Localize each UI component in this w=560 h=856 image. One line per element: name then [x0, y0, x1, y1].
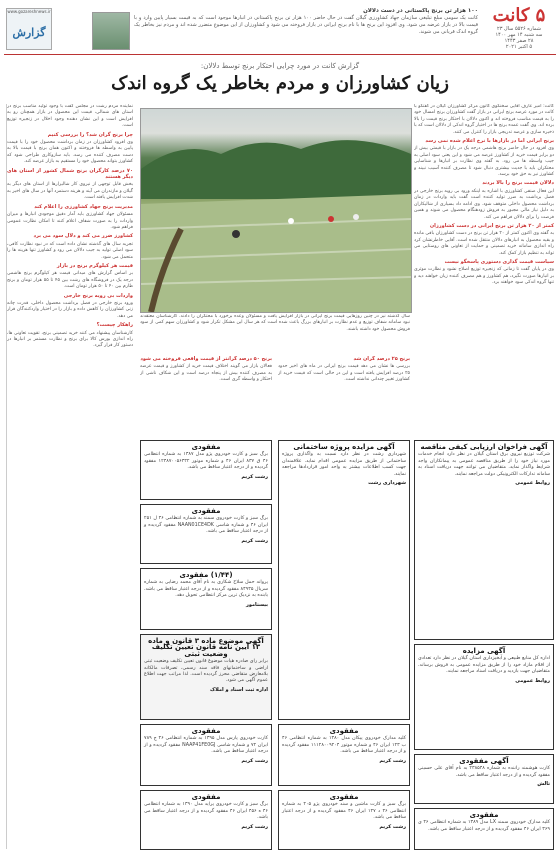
ad-body: کلیه مدارک خودروی سمند LX مدل ۱۳۸۹ به شماره انتظامی ۴۶ ی ۳۶۹ ایران ۴۶ مفقود گردیده و از درجه اعتبار ساقط می باشد. — [418, 820, 551, 832]
ad-body: کلیه مدارک خودروی پیکان مدل ۱۳۸۰ به شماره انتظامی ۴۶ ب ۱۲۳ ایران ۴۶ و شماره موتور ۱۱۱۲۸۰۰۹۲۰۴ مفقود گردیده و از درجه اعتبار ساقط می باشد. — [282, 736, 406, 755]
ad-title: مفقودی — [329, 793, 359, 801]
ad-lost-notice — [140, 440, 272, 500]
issue-meta-2: سه شنبه ۱۴ مهر ۱۴۰۰ — [495, 32, 543, 38]
ad-body: شهرداری رشت در نظر دارد نسبت به واگذاری پروژه ساختمانی از طریق مزایده عمومی اقدام نماید. علاقمندان جهت کسب اطلاعات بیشتر به واحد امور قراردادها مراجعه نمایند. — [282, 452, 406, 477]
lede-thumbnail — [92, 12, 130, 50]
subheading: مدیریت برنج جهاد کشاورزی را اعلام کند — [34, 203, 133, 210]
subheading: دلالان قیمت برنج را بالا بردند — [482, 180, 554, 187]
ad-body: برگ سبز و کارت خودروی سمند به شماره انتظامی ۴۶ ل ۲۵۱ ایران ۴۶ و شماره شاسی NAAN01CE4DK مفقود گردیده و از درجه اعتبار ساقط می باشد. — [144, 516, 268, 535]
lede-title: ۱۰۰ هزار تن برنج پاکستانی در دست دلالان — [363, 8, 478, 14]
logo-word: گزارش — [12, 26, 46, 39]
ad-title: آگهی موضوع ماده ۳ قانون و ماده ۱۳ آیین نامه قانون تعیین تکلیف وضعیت ثبتی — [148, 637, 264, 658]
subheading: چرا برنج گران شد؟ را بررسی کنیم — [47, 131, 133, 138]
ad-title: مفقودی — [191, 727, 221, 735]
ad-lost-weapon-permit — [140, 568, 272, 630]
subheading: برنج ایرانی اما در بازارها با نرخ اعلام شده نمی رسد — [425, 138, 554, 145]
lede-text: کانت یک سومی مبلغ تبلیغی سازمان جهاد کشاورزی گیلان گفت در حال حاضر ۱۰۰ هزار تن برنج پاکستانی در انبارها موجود است که به قیمت بسیار پایین وارد و با قیمت بالا در بازار عرضه می شود. وی افزود این برنج ها با نام برنج ایرانی در بازار فروخته می شود و کشاورزان از این موضوع متضرر شده اند و مردم نیز بخاطر یک گروه اندک قربانی می شوند. — [134, 15, 478, 35]
paragraph: مسئولان جهاد کشاورزی باید آمار دقیق موجودی انبارها و میزان واردات را به صورت شفاف اعلام کنند تا امکان نظارت عمومی فراهم شود. — [7, 212, 133, 230]
ad-title: مفقودی — [329, 727, 359, 735]
ad-title: مفقودی — [191, 443, 221, 451]
ad-footer: رشت کریم — [241, 537, 268, 544]
ad-footer: رشت کریم — [379, 823, 406, 830]
subheading: ۷۰ درصد کارگران برنج شمال کشور از استان های دیگر هستند — [7, 167, 133, 181]
ad-title: آگهی مزایده — [462, 647, 506, 655]
ad-footer: تالش — [537, 781, 550, 788]
issue-meta-4: ۵ اکتبر ۲۰۲۱ — [505, 44, 533, 50]
ad-lost-notice — [140, 724, 272, 786]
paragraph: ورود برنج خارجی در فصل برداشت محصول داخلی، قدرت چانه زنی کشاورزان را کاهش داده و بازار را در اختیار واردکنندگان قرار می دهد. — [7, 300, 133, 319]
paragraph: فعالان بازار می گویند اختلاف قیمت خرید از کشاورز و قیمت عرضه به مصرف کننده بیش از پنجاه درصد است و این شکاف ناشی از احتکار و واسطه گری است. — [140, 364, 272, 383]
logo-url: www.gozareshnews.ir — [7, 9, 51, 14]
ad-body: برگ سبز و کارت ماشین و سند خودروی پژو ۴۰۵ به شماره انتظامی ۴۶ د ۱۴۷ ایران ۴۶ مفقود گردیده و از درجه اعتبار ساقط می باشد. — [282, 802, 406, 821]
paragraph: بخش قابل توجهی از نیروی کار شالیزارها از استان های دیگر به گیلان و مازندران می آیند و هزینه دستمزد آنها در سال های اخیر به شدت افزایش یافته است. — [7, 182, 133, 201]
ad-footer: بیستامور — [245, 601, 268, 608]
ad-lost-notice — [278, 724, 410, 786]
ad-registration-notice — [140, 634, 272, 720]
rice-field-illustration — [141, 109, 411, 312]
paragraph: کانت: امیر عارف آقایی سخنگوی کانون مرکز کشاورزان گیلان در گفتگو با کانت در مورد عرضه برنج ایرانی در بازار گفت کشاورزان برنج امسال خود را به قیمت مناسب فروخته اند و اکنون دلالان با احتکار برنج قیمت را بالا برده اند. وی گفت عمده برنج ها در اختیار گروه اندکی از دلالان است که با ذخیره سازی و عرضه تدریجی بازار را کنترل می کنند. — [414, 104, 554, 135]
ad-auction-project — [278, 440, 410, 720]
subheading: قیمت هر کیلوگرم برنج در بازار — [56, 262, 133, 269]
ad-footer: رشت کریم — [241, 473, 268, 480]
ad-title: مفقودی — [191, 507, 221, 515]
brand-title: ۵ کانت — [492, 5, 546, 26]
paragraph: وی افزود در حال حاضر برنج هاشمی درجه یک در بازار با قیمتی بیش از دو برابر قیمت خرید از کشاورز عرضه می شود و این یعنی سود اصلی به جیب واسطه ها می رود. به گفته وی نظارت بر انبارها و شناسایی محتکران باید با جدیت بیشتری دنبال شود تا مصرف کننده آسیب نبیند و کشاورز نیز به حق خود برسد. — [414, 146, 554, 178]
lede-story — [134, 8, 478, 36]
rice-field-photo — [140, 108, 412, 313]
publication-logo — [6, 8, 52, 50]
paragraph: وی در پایان گفت تا زمانی که زنجیره توزیع اصلاح نشود و نظارت موثری بر انبارها صورت نگیرد، هم کشاورز و هم مصرف کننده زیان خواهند دید و تنها گروه اندکی سود خواهند برد. — [414, 267, 554, 286]
paragraph: بررسی ها نشان می دهد قیمت برنج ایرانی در ماه های اخیر حدود ۲۵ درصد افزایش یافته است و این در حالی است که قیمت خرید از کشاورز تغییر چندانی نداشته است. — [278, 364, 410, 383]
mid-right-block — [278, 356, 410, 436]
ad-auction — [414, 644, 554, 750]
subheading: کمتر از ۲۰ هزار تن برنج ایرانی در دست کشاورزان — [429, 222, 554, 229]
ad-footer: شهرداری رشت — [368, 480, 406, 487]
subheading: سیاست قیمت گذاری دستوری پاسخگو نیست — [444, 258, 554, 265]
ad-footer: روابط عمومی — [515, 480, 550, 487]
paragraph: وی افزود کشاورزان در زمان برداشت محصول خود را با قیمت پایین به واسطه ها فروختند و اکنون همان برنج با قیمت بالا به دست مصرف کننده می رسد. باید سازوکاری طراحی شود که کشاورز بتواند محصول خود را مستقیم به بازار عرضه کند. — [7, 140, 133, 165]
subheading: واردات بی رویه برنج خارجی — [63, 292, 133, 299]
ad-title: آگهی فراخوان ارزیابی کیفی مناقصه — [420, 443, 548, 451]
ad-title: (۱/۴۴) مفقودی — [179, 571, 233, 579]
subheading: برنج ۵۰ درصد گرانتر از قیمت واقعی فروخته می شود — [140, 356, 272, 362]
ad-body: برگ سبز و کارت خودروی پژو مدل ۱۳۸۷ به شماره انتظامی ۴۶ ق ۸۳۷ ایران ۴۶ و شماره موتور ۱۲۴۸۷۰۰۵۶۴۳۲ مفقود گردیده و از درجه اعتبار ساقط می باشد. — [144, 452, 268, 471]
ad-body: اداره کل منابع طبیعی و آبخیزداری استان گیلان در نظر دارد تعدادی از اقلام مازاد خود را از طریق مزایده عمومی به فروش برساند. متقاضیان جهت بازدید و دریافت اسناد مراجعه نمایند. — [417, 656, 550, 675]
ad-lost-notice — [140, 790, 272, 850]
ad-lost-notice — [414, 808, 554, 850]
issue-meta-3: ۲۸ صفر ۱۴۴۳ — [504, 38, 534, 44]
ad-title: آگهی مزایده پروژه ساختمانی — [293, 443, 395, 451]
ad-footer: روابط عمومی — [515, 677, 550, 684]
mid-left-block — [140, 356, 272, 436]
ad-body: کارت خودروی پارس مدل ۱۳۹۵ به شماره انتظامی ۴۶ ج ۷۸۹ ایران ۷۲ و شماره شاسی NAAP41FE0GJ مفقود گردیده و از درجه اعتبار ساقط می باشد. — [144, 736, 268, 755]
ad-lost-notice — [140, 504, 272, 564]
ad-body: برابر رای صادره هیات موضوع قانون تعیین تکلیف وضعیت ثبتی اراضی و ساختمانهای فاقد سند رسمی، تصرفات مالکانه بلامعارض متقاضی محرز گردیده است. لذا مراتب جهت اطلاع عموم آگهی می شود. — [144, 659, 268, 684]
ad-lost-card — [414, 754, 554, 804]
paragraph: تجربه سال های گذشته نشان داده است که در نبود نظارت کافی، سود اصلی تولید به جیب دلالان می رود و کشاورز تنها هزینه ها را متحمل می شود. — [7, 241, 133, 260]
issue-meta-1: شماره ۵۵۲۶ سال ۲۳ — [497, 26, 541, 32]
ad-footer: رشت کریم — [379, 757, 406, 764]
ad-lost-notice — [278, 790, 410, 850]
paragraph: نماینده مردم رشت در مجلس گفت با وجود تولید مناسب برنج در استان های شمالی، قیمت این محصول در بازار همچنان رو به افزایش است و این نشان دهنده وجود اخلال در زنجیره توزیع است. — [7, 104, 133, 129]
ad-title: مفقودی — [469, 811, 499, 819]
subheading: کشاورز ضرر می کند و دلال سود می برد — [33, 233, 133, 240]
ad-footer: رشت کریم — [241, 757, 268, 764]
headline-kicker: گزارش کانت در مورد چرایی احتکار برنج توسط دلالان: — [200, 62, 360, 70]
ad-title: آگهی مفقودی — [459, 757, 509, 765]
left-column — [6, 104, 133, 849]
ad-footer: اداره ثبت اسناد و املاک — [210, 686, 268, 693]
subheading: راهکار چیست؟ — [96, 322, 133, 329]
paragraph: بر اساس گزارش های میدانی قیمت هر کیلوگرم برنج هاشمی درجه یک در فروشگاه های رشت بین ۴۵ تا ۵۵ هزار تومان و برنج طارم بین ۴۰ تا ۵۰ هزار تومان است. — [7, 271, 133, 290]
ad-body: شرکت توزیع نیروی برق استان گیلان در نظر دارد انجام خدمات مورد نیاز خود را از طریق مناقصه عمومی به پیمانکاران واجد شرایط واگذار نماید. متقاضیان می توانند جهت دریافت اسناد به سامانه تدارکات الکترونیکی دولت مراجعه نمایند. — [418, 452, 550, 477]
paragraph: کارشناسان پیشنهاد می کنند خرید تضمینی برنج، تقویت تعاونی ها، راه اندازی بورس کالا برای برنج و نظارت مستمر بر انبارها در دستور کار قرار گیرد. — [7, 330, 133, 349]
ad-footer: رشت کریم — [241, 823, 268, 830]
ad-tender-notice — [414, 440, 554, 640]
brand-block — [484, 6, 554, 50]
photo-caption: سال گذشته نیز در چنین روزهایی قیمت برنج ایرانی در بازار افزایش یافت و مسئولان وعده برخورد با محتکران را دادند. کارشناسان معتقدند نبود سامانه شفاف توزیع و عدم نظارت بر انبارهای بزرگ باعث شده است که هر سال این مشکل تکرار شود و کشاورزان سهم کمی از سود فروش محصول خود داشته باشند. — [140, 314, 410, 332]
ad-body: کارت هوشمند راننده به شماره ۲۳۸۵۴۸ به نام آقای علی حسینی مفقود گردیده و از درجه اعتبار ساقط می باشد. — [418, 766, 550, 778]
ad-title: مفقودی — [191, 793, 221, 801]
masthead — [4, 4, 556, 55]
paragraph: به گفته وی اکنون کمتر از ۲۰ هزار تن برنج در دست کشاورزان باقی مانده و بقیه محصول به انبارهای دلالان منتقل شده است. آقایی خاطرنشان کرد راه اندازی سامانه خرید تضمینی و حمایت از تعاونی های روستایی می تواند به تنظیم بازار کمک کند. — [414, 231, 554, 256]
main-headline: زیان کشاورزان و مردم بخاطر یک گروه اندک — [111, 73, 449, 94]
ad-body: برگ سبز و کارت خودروی پراید مدل ۱۳۹۰ به شماره انتظامی ۴۶ ه ۴۵۶ ایران ۴۶ مفقود گردیده و از درجه اعتبار ساقط می باشد. — [144, 802, 268, 821]
subheading: برنج ۲۵ درصد گران شد — [353, 356, 410, 362]
ad-body: پروانه حمل سلاح شکاری به نام آقای محمد رضایی به شماره سریال ۸۴۹۳۵ مفقود گردیده و از درجه اعتبار ساقط می باشد. یابنده به نزدیک ترین مرکز انتظامی تحویل دهد. — [144, 580, 268, 599]
paragraph: این فعال صنفی کشاورزی با اشاره به اینکه ورود بی رویه برنج خارجی در فصل برداشت به ضرر تولید کننده است گفت باید واردات در زمان برداشت محصول داخلی متوقف شود. وی ادامه داد بسیاری از شالیکاران به دلیل نیاز مالی مجبور به فروش زودهنگام محصول می شوند و همین فرصت را برای دلالان فراهم می کند. — [414, 188, 554, 220]
